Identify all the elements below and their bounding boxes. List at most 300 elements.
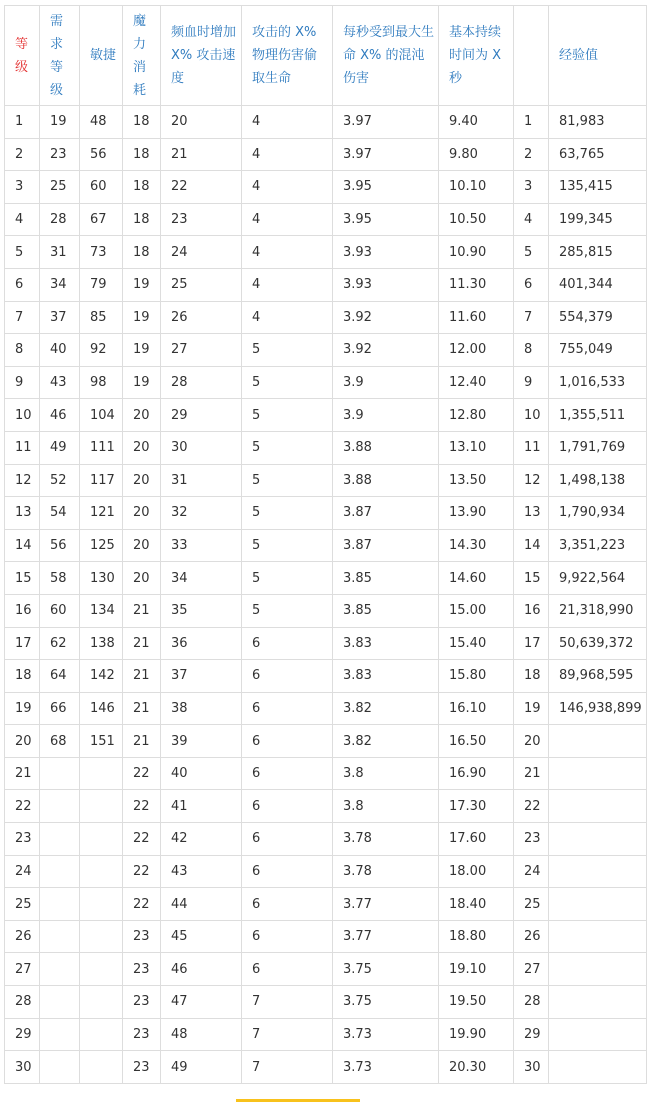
header-duration: 基本持续时间为 X 秒 [439, 6, 514, 106]
header-dexterity: 敏捷 [80, 6, 123, 106]
cell-duration: 17.30 [439, 790, 514, 823]
cell-experience: 89,968,595 [549, 660, 647, 693]
cell-level-repeat: 15 [514, 562, 549, 595]
cell-life-leech: 6 [242, 823, 333, 856]
cell-attack-speed: 21 [161, 138, 242, 171]
table-row [5, 1051, 647, 1084]
cell-chaos-damage: 3.8 [333, 790, 439, 823]
cell-level-repeat: 28 [514, 986, 549, 1019]
bottom-accent-bar [236, 1099, 360, 1102]
cell-experience: 63,765 [549, 138, 647, 171]
cell-level-repeat: 8 [514, 334, 549, 367]
cell-life-leech: 6 [242, 660, 333, 693]
cell-level: 17 [5, 627, 40, 660]
table-row [5, 953, 647, 986]
cell-mana-cost: 22 [123, 855, 161, 888]
cell-experience: 1,355,511 [549, 399, 647, 432]
table-row [5, 399, 647, 432]
cell-chaos-damage: 3.82 [333, 692, 439, 725]
cell-dexterity: 142 [80, 660, 123, 693]
cell-experience: 755,049 [549, 334, 647, 367]
cell-level: 6 [5, 268, 40, 301]
cell-chaos-damage: 3.93 [333, 268, 439, 301]
cell-life-leech: 6 [242, 953, 333, 986]
cell-level: 4 [5, 203, 40, 236]
header-life-leech: 攻击的 X% 物理伤害偷取生命 [242, 6, 333, 106]
table-row [5, 920, 647, 953]
cell-life-leech: 4 [242, 268, 333, 301]
cell-dexterity [80, 953, 123, 986]
cell-dexterity: 73 [80, 236, 123, 269]
header-required-level: 需求等级 [40, 6, 80, 106]
cell-life-leech: 6 [242, 920, 333, 953]
cell-attack-speed: 30 [161, 431, 242, 464]
gem-level-table [4, 5, 647, 1084]
cell-dexterity [80, 986, 123, 1019]
header-level: 等级 [5, 6, 40, 106]
cell-chaos-damage: 3.73 [333, 1018, 439, 1051]
cell-level-repeat: 3 [514, 171, 549, 204]
cell-required-level [40, 855, 80, 888]
cell-chaos-damage: 3.87 [333, 529, 439, 562]
cell-dexterity [80, 888, 123, 921]
cell-duration: 13.10 [439, 431, 514, 464]
cell-chaos-damage: 3.75 [333, 986, 439, 1019]
cell-dexterity: 125 [80, 529, 123, 562]
cell-experience [549, 953, 647, 986]
cell-level: 14 [5, 529, 40, 562]
cell-life-leech: 6 [242, 725, 333, 758]
cell-level-repeat: 14 [514, 529, 549, 562]
cell-attack-speed: 25 [161, 268, 242, 301]
cell-required-level: 28 [40, 203, 80, 236]
cell-duration: 12.40 [439, 366, 514, 399]
cell-attack-speed: 44 [161, 888, 242, 921]
cell-level-repeat: 12 [514, 464, 549, 497]
cell-experience: 21,318,990 [549, 594, 647, 627]
cell-dexterity: 130 [80, 562, 123, 595]
cell-chaos-damage: 3.78 [333, 855, 439, 888]
cell-required-level [40, 986, 80, 1019]
cell-level-repeat: 9 [514, 366, 549, 399]
cell-duration: 18.40 [439, 888, 514, 921]
cell-level-repeat: 2 [514, 138, 549, 171]
cell-duration: 11.60 [439, 301, 514, 334]
table-row [5, 790, 647, 823]
table-row [5, 823, 647, 856]
cell-mana-cost: 23 [123, 953, 161, 986]
cell-duration: 16.10 [439, 692, 514, 725]
cell-attack-speed: 47 [161, 986, 242, 1019]
cell-level: 21 [5, 757, 40, 790]
cell-attack-speed: 46 [161, 953, 242, 986]
cell-experience: 50,639,372 [549, 627, 647, 660]
cell-life-leech: 6 [242, 855, 333, 888]
table-row [5, 464, 647, 497]
cell-level-repeat: 26 [514, 920, 549, 953]
cell-duration: 19.90 [439, 1018, 514, 1051]
cell-mana-cost: 20 [123, 431, 161, 464]
cell-chaos-damage: 3.8 [333, 757, 439, 790]
cell-duration: 12.00 [439, 334, 514, 367]
cell-dexterity: 111 [80, 431, 123, 464]
cell-experience: 1,498,138 [549, 464, 647, 497]
table-header [5, 6, 647, 106]
cell-life-leech: 5 [242, 334, 333, 367]
cell-life-leech: 6 [242, 888, 333, 921]
cell-duration: 15.80 [439, 660, 514, 693]
cell-level: 22 [5, 790, 40, 823]
cell-attack-speed: 37 [161, 660, 242, 693]
cell-level-repeat: 10 [514, 399, 549, 432]
cell-attack-speed: 48 [161, 1018, 242, 1051]
cell-level: 26 [5, 920, 40, 953]
cell-level-repeat: 23 [514, 823, 549, 856]
cell-attack-speed: 26 [161, 301, 242, 334]
cell-attack-speed: 28 [161, 366, 242, 399]
cell-experience [549, 790, 647, 823]
header-attack-speed: 频血时增加 X% 攻击速度 [161, 6, 242, 106]
cell-level: 12 [5, 464, 40, 497]
cell-mana-cost: 23 [123, 986, 161, 1019]
cell-mana-cost: 20 [123, 464, 161, 497]
cell-mana-cost: 19 [123, 268, 161, 301]
table-row [5, 627, 647, 660]
cell-level: 16 [5, 594, 40, 627]
cell-dexterity: 151 [80, 725, 123, 758]
cell-duration: 10.50 [439, 203, 514, 236]
cell-life-leech: 5 [242, 529, 333, 562]
cell-required-level [40, 757, 80, 790]
cell-attack-speed: 40 [161, 757, 242, 790]
table-row [5, 366, 647, 399]
table-body [5, 106, 647, 1084]
cell-duration: 9.40 [439, 106, 514, 139]
cell-level-repeat: 1 [514, 106, 549, 139]
cell-required-level: 46 [40, 399, 80, 432]
cell-experience: 3,351,223 [549, 529, 647, 562]
table-row [5, 562, 647, 595]
cell-life-leech: 4 [242, 203, 333, 236]
cell-duration: 19.10 [439, 953, 514, 986]
cell-life-leech: 6 [242, 790, 333, 823]
cell-level: 2 [5, 138, 40, 171]
cell-attack-speed: 20 [161, 106, 242, 139]
cell-attack-speed: 23 [161, 203, 242, 236]
cell-experience: 81,983 [549, 106, 647, 139]
cell-level: 7 [5, 301, 40, 334]
cell-mana-cost: 23 [123, 1018, 161, 1051]
cell-level: 1 [5, 106, 40, 139]
cell-mana-cost: 21 [123, 725, 161, 758]
cell-level: 18 [5, 660, 40, 693]
cell-experience [549, 757, 647, 790]
cell-dexterity [80, 757, 123, 790]
cell-duration: 13.50 [439, 464, 514, 497]
cell-life-leech: 6 [242, 692, 333, 725]
cell-experience: 146,938,899 [549, 692, 647, 725]
cell-life-leech: 4 [242, 106, 333, 139]
cell-required-level: 31 [40, 236, 80, 269]
cell-duration: 15.40 [439, 627, 514, 660]
cell-level: 29 [5, 1018, 40, 1051]
cell-required-level: 37 [40, 301, 80, 334]
cell-chaos-damage: 3.78 [333, 823, 439, 856]
table-row [5, 1018, 647, 1051]
cell-level-repeat: 25 [514, 888, 549, 921]
cell-level-repeat: 4 [514, 203, 549, 236]
cell-mana-cost: 20 [123, 497, 161, 530]
cell-level: 13 [5, 497, 40, 530]
cell-experience: 1,016,533 [549, 366, 647, 399]
cell-required-level: 66 [40, 692, 80, 725]
cell-duration: 20.30 [439, 1051, 514, 1084]
cell-required-level [40, 920, 80, 953]
cell-life-leech: 4 [242, 236, 333, 269]
cell-required-level: 54 [40, 497, 80, 530]
cell-life-leech: 6 [242, 627, 333, 660]
cell-required-level: 56 [40, 529, 80, 562]
cell-mana-cost: 19 [123, 334, 161, 367]
table-row [5, 236, 647, 269]
header-row [5, 6, 647, 106]
cell-level-repeat: 24 [514, 855, 549, 888]
cell-duration: 18.80 [439, 920, 514, 953]
cell-life-leech: 7 [242, 986, 333, 1019]
cell-duration: 12.80 [439, 399, 514, 432]
cell-level-repeat: 22 [514, 790, 549, 823]
cell-experience [549, 725, 647, 758]
cell-dexterity [80, 790, 123, 823]
cell-level-repeat: 17 [514, 627, 549, 660]
cell-life-leech: 5 [242, 366, 333, 399]
cell-dexterity: 79 [80, 268, 123, 301]
cell-mana-cost: 22 [123, 823, 161, 856]
cell-level: 28 [5, 986, 40, 1019]
cell-experience: 285,815 [549, 236, 647, 269]
cell-attack-speed: 36 [161, 627, 242, 660]
cell-dexterity [80, 855, 123, 888]
cell-required-level [40, 953, 80, 986]
table-row [5, 757, 647, 790]
cell-attack-speed: 35 [161, 594, 242, 627]
cell-experience: 1,791,769 [549, 431, 647, 464]
cell-mana-cost: 21 [123, 660, 161, 693]
cell-required-level: 52 [40, 464, 80, 497]
cell-chaos-damage: 3.9 [333, 366, 439, 399]
header-experience: 经验值 [549, 6, 647, 106]
cell-chaos-damage: 3.85 [333, 562, 439, 595]
cell-duration: 14.60 [439, 562, 514, 595]
cell-required-level [40, 888, 80, 921]
cell-level-repeat: 21 [514, 757, 549, 790]
cell-duration: 13.90 [439, 497, 514, 530]
cell-level-repeat: 16 [514, 594, 549, 627]
cell-mana-cost: 21 [123, 594, 161, 627]
cell-attack-speed: 42 [161, 823, 242, 856]
cell-required-level: 64 [40, 660, 80, 693]
cell-mana-cost: 20 [123, 399, 161, 432]
cell-life-leech: 5 [242, 562, 333, 595]
cell-dexterity: 60 [80, 171, 123, 204]
cell-dexterity [80, 823, 123, 856]
cell-level-repeat: 5 [514, 236, 549, 269]
cell-attack-speed: 43 [161, 855, 242, 888]
cell-attack-speed: 32 [161, 497, 242, 530]
cell-level: 8 [5, 334, 40, 367]
cell-duration: 14.30 [439, 529, 514, 562]
cell-chaos-damage: 3.95 [333, 203, 439, 236]
cell-experience [549, 888, 647, 921]
cell-dexterity: 67 [80, 203, 123, 236]
cell-mana-cost: 22 [123, 757, 161, 790]
cell-mana-cost: 23 [123, 1051, 161, 1084]
cell-chaos-damage: 3.88 [333, 464, 439, 497]
cell-required-level: 58 [40, 562, 80, 595]
table-row [5, 431, 647, 464]
cell-mana-cost: 22 [123, 790, 161, 823]
cell-mana-cost: 20 [123, 529, 161, 562]
cell-experience [549, 1018, 647, 1051]
cell-life-leech: 5 [242, 497, 333, 530]
table-row [5, 692, 647, 725]
table-row [5, 725, 647, 758]
cell-experience [549, 920, 647, 953]
cell-duration: 19.50 [439, 986, 514, 1019]
cell-life-leech: 4 [242, 301, 333, 334]
cell-life-leech: 7 [242, 1018, 333, 1051]
cell-level: 19 [5, 692, 40, 725]
cell-level-repeat: 27 [514, 953, 549, 986]
table-row [5, 301, 647, 334]
cell-required-level: 62 [40, 627, 80, 660]
cell-chaos-damage: 3.9 [333, 399, 439, 432]
cell-mana-cost: 18 [123, 106, 161, 139]
table-row [5, 660, 647, 693]
cell-dexterity: 121 [80, 497, 123, 530]
table-row [5, 138, 647, 171]
cell-attack-speed: 24 [161, 236, 242, 269]
cell-required-level [40, 790, 80, 823]
cell-mana-cost: 20 [123, 562, 161, 595]
cell-dexterity: 138 [80, 627, 123, 660]
table-row [5, 497, 647, 530]
cell-level: 3 [5, 171, 40, 204]
header-chaos-damage: 每秒受到最大生命 X% 的混沌伤害 [333, 6, 439, 106]
cell-level-repeat: 19 [514, 692, 549, 725]
cell-level-repeat: 13 [514, 497, 549, 530]
table-row [5, 986, 647, 1019]
cell-level-repeat: 29 [514, 1018, 549, 1051]
cell-dexterity: 98 [80, 366, 123, 399]
cell-level-repeat: 11 [514, 431, 549, 464]
cell-level: 9 [5, 366, 40, 399]
cell-duration: 10.90 [439, 236, 514, 269]
cell-experience [549, 823, 647, 856]
cell-mana-cost: 18 [123, 138, 161, 171]
cell-required-level: 60 [40, 594, 80, 627]
cell-level-repeat: 7 [514, 301, 549, 334]
cell-chaos-damage: 3.77 [333, 920, 439, 953]
cell-chaos-damage: 3.97 [333, 106, 439, 139]
cell-attack-speed: 27 [161, 334, 242, 367]
cell-dexterity: 48 [80, 106, 123, 139]
cell-chaos-damage: 3.83 [333, 660, 439, 693]
cell-chaos-damage: 3.83 [333, 627, 439, 660]
cell-life-leech: 5 [242, 464, 333, 497]
cell-duration: 16.50 [439, 725, 514, 758]
cell-attack-speed: 41 [161, 790, 242, 823]
cell-chaos-damage: 3.85 [333, 594, 439, 627]
table-row [5, 203, 647, 236]
cell-dexterity: 104 [80, 399, 123, 432]
cell-level: 11 [5, 431, 40, 464]
table-row [5, 268, 647, 301]
cell-duration: 9.80 [439, 138, 514, 171]
cell-life-leech: 5 [242, 399, 333, 432]
cell-duration: 16.90 [439, 757, 514, 790]
cell-dexterity [80, 1051, 123, 1084]
cell-chaos-damage: 3.82 [333, 725, 439, 758]
cell-required-level: 68 [40, 725, 80, 758]
cell-attack-speed: 38 [161, 692, 242, 725]
cell-required-level: 49 [40, 431, 80, 464]
cell-attack-speed: 29 [161, 399, 242, 432]
cell-experience [549, 855, 647, 888]
cell-dexterity [80, 920, 123, 953]
cell-level: 5 [5, 236, 40, 269]
cell-mana-cost: 18 [123, 203, 161, 236]
cell-required-level [40, 823, 80, 856]
cell-required-level: 40 [40, 334, 80, 367]
table-row [5, 106, 647, 139]
cell-mana-cost: 18 [123, 171, 161, 204]
cell-level: 23 [5, 823, 40, 856]
cell-chaos-damage: 3.75 [333, 953, 439, 986]
cell-level-repeat: 30 [514, 1051, 549, 1084]
cell-life-leech: 4 [242, 138, 333, 171]
cell-chaos-damage: 3.88 [333, 431, 439, 464]
cell-level: 24 [5, 855, 40, 888]
cell-chaos-damage: 3.92 [333, 334, 439, 367]
cell-level: 15 [5, 562, 40, 595]
cell-dexterity: 85 [80, 301, 123, 334]
cell-duration: 15.00 [439, 594, 514, 627]
cell-attack-speed: 45 [161, 920, 242, 953]
cell-level-repeat: 6 [514, 268, 549, 301]
cell-dexterity: 56 [80, 138, 123, 171]
cell-experience: 401,344 [549, 268, 647, 301]
cell-attack-speed: 34 [161, 562, 242, 595]
cell-experience: 554,379 [549, 301, 647, 334]
cell-mana-cost: 22 [123, 888, 161, 921]
cell-dexterity: 92 [80, 334, 123, 367]
table-row [5, 529, 647, 562]
cell-required-level [40, 1018, 80, 1051]
cell-experience: 199,345 [549, 203, 647, 236]
cell-dexterity: 117 [80, 464, 123, 497]
header-mana-cost: 魔力消耗 [123, 6, 161, 106]
cell-required-level [40, 1051, 80, 1084]
cell-life-leech: 4 [242, 171, 333, 204]
cell-mana-cost: 19 [123, 301, 161, 334]
cell-chaos-damage: 3.77 [333, 888, 439, 921]
cell-mana-cost: 21 [123, 627, 161, 660]
cell-experience: 1,790,934 [549, 497, 647, 530]
table-row [5, 594, 647, 627]
cell-chaos-damage: 3.87 [333, 497, 439, 530]
cell-level: 25 [5, 888, 40, 921]
